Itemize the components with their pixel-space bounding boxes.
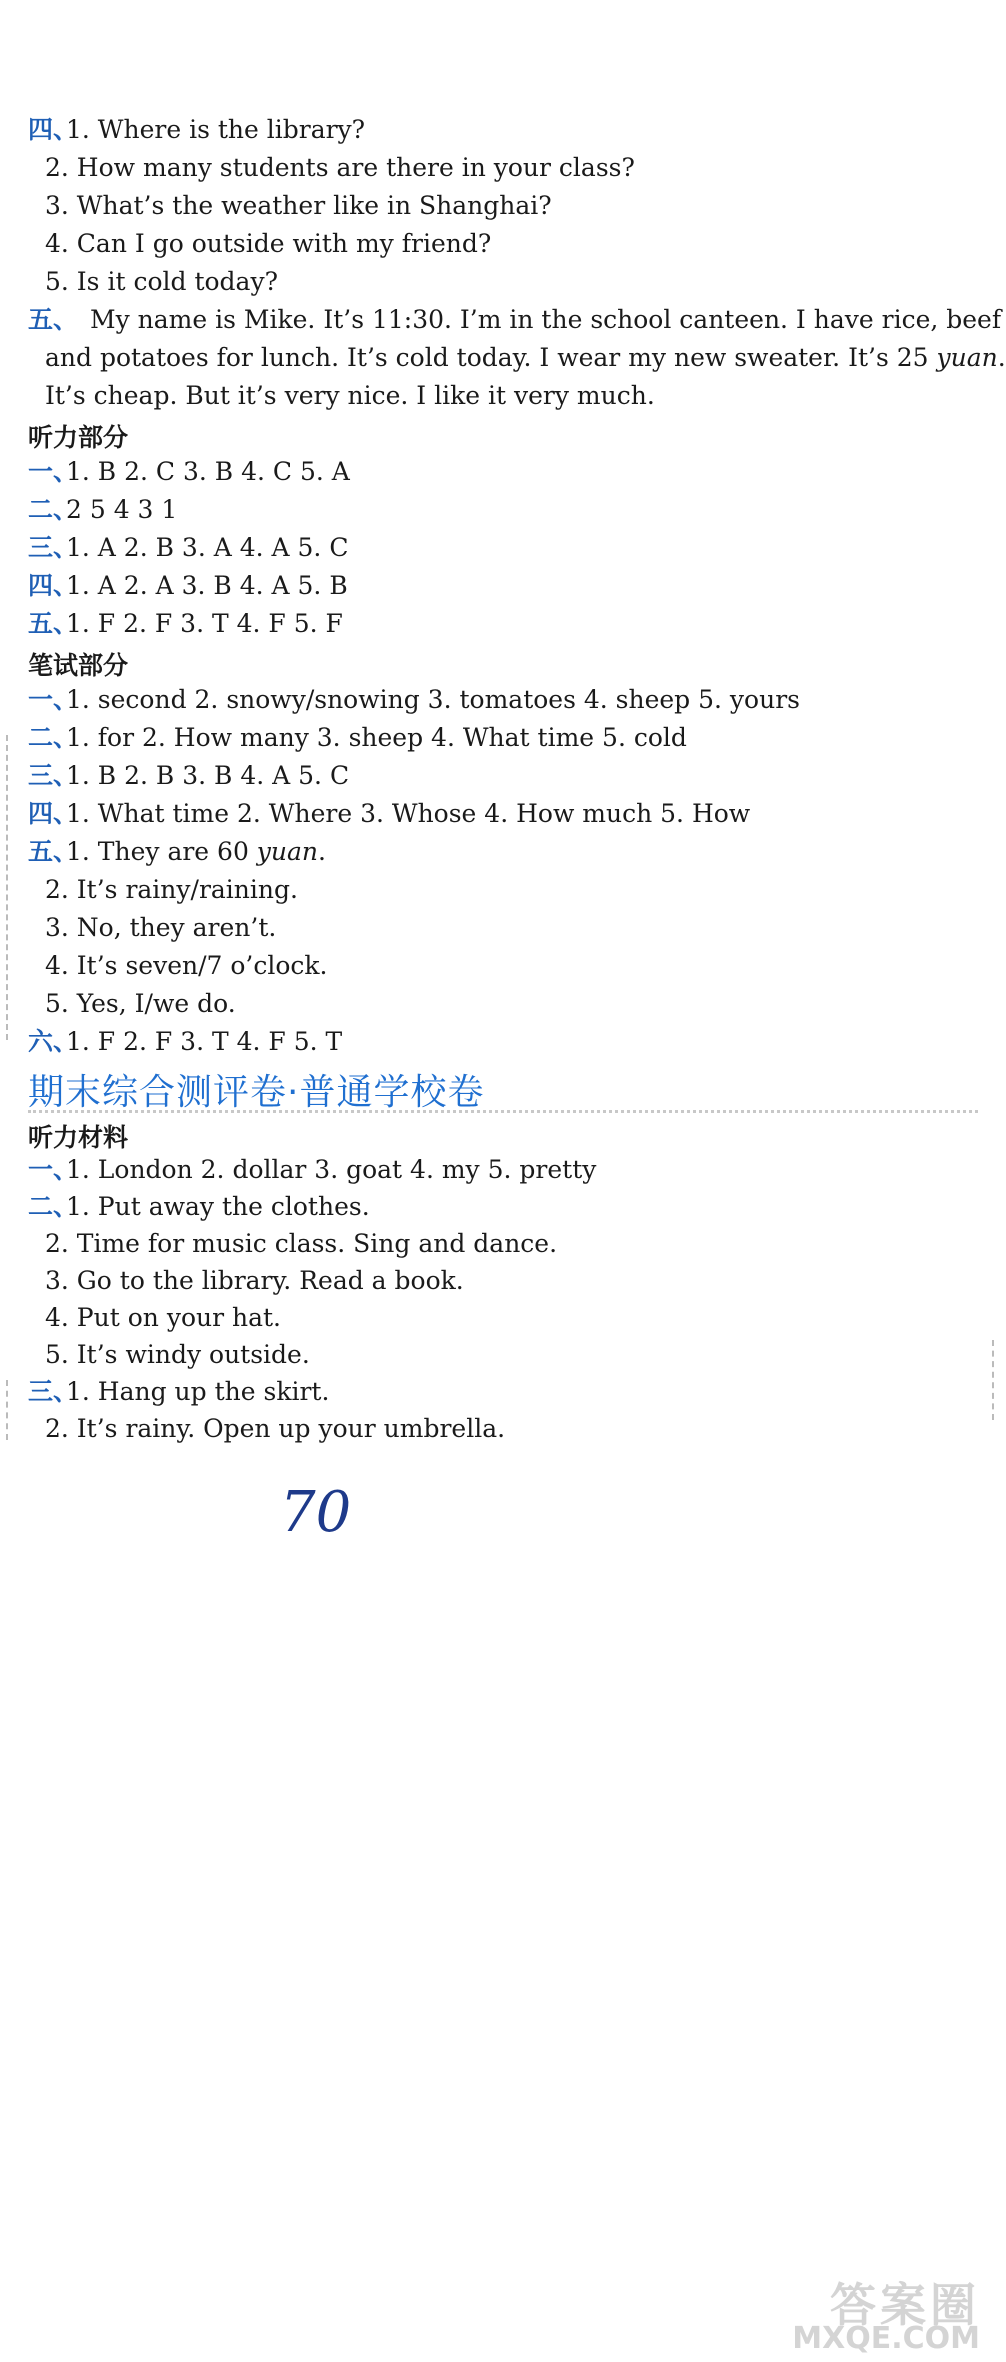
section-marker: 二、 xyxy=(28,1192,79,1221)
paragraph-text xyxy=(45,340,1006,376)
punctuation: . xyxy=(318,837,326,866)
section-marker: 四、 xyxy=(28,571,79,600)
answer-text: 1. A 2. A 3. B 4. A 5. B xyxy=(66,571,348,600)
answer-text: 1. What time 2. Where 3. Whose 4. How much 5. How xyxy=(66,799,751,828)
section-marker: 四、 xyxy=(28,799,79,828)
section-marker: 一、 xyxy=(28,685,79,714)
answer-text: 1. second 2. snowy/snowing 3. tomatoes 4. sheep 5. yours xyxy=(66,685,800,714)
answer-text: 5. Yes, I/we do. xyxy=(45,989,236,1018)
handwritten-page-number: 70 xyxy=(280,1480,352,1545)
answer-text: 1. Hang up the skirt. xyxy=(66,1377,330,1406)
section-marker: 六、 xyxy=(28,1027,79,1056)
section-marker: 三、 xyxy=(28,761,79,790)
listening-heading: 听力部分 xyxy=(28,423,129,452)
section-marker: 二、 xyxy=(28,723,79,752)
section-marker: 一、 xyxy=(28,457,79,486)
answer-text: 1. B 2. C 3. B 4. C 5. A xyxy=(66,457,350,486)
answer-text: 2 5 4 3 1 xyxy=(66,495,178,524)
section-marker: 一、 xyxy=(28,1155,79,1184)
binding-margin-dashes xyxy=(992,1340,994,1420)
currency-word: yuan xyxy=(936,343,998,372)
answer-text: 2. It’s rainy. Open up your umbrella. xyxy=(45,1414,506,1443)
section-marker: 三、 xyxy=(28,533,79,562)
watermark-title: 答案圈 xyxy=(830,2278,980,2332)
answer-text: 1. for 2. How many 3. sheep 4. What time 5. cold xyxy=(66,723,687,752)
section-marker: 三、 xyxy=(28,1377,79,1406)
section-marker: 二、 xyxy=(28,495,79,524)
q4-item-3: 3. What’s the weather like in Shanghai? xyxy=(45,191,552,220)
paragraph-text: My name is Mike. It’s 11:30. I’m in the school canteen. I have rice, beef xyxy=(90,305,1002,334)
currency-word: yuan xyxy=(256,837,319,866)
answer-text: 5. It’s windy outside. xyxy=(45,1340,310,1369)
answer-text-part: 1. They are 60 xyxy=(66,837,257,866)
answer-text xyxy=(66,834,326,870)
materials-heading: 听力材料 xyxy=(28,1123,129,1152)
answer-text: 4. Put on your hat. xyxy=(45,1303,281,1332)
watermark-url: MXQE.COM xyxy=(792,2321,980,2356)
paragraph-text-part: and potatoes for lunch. It’s cold today. I wear my new sweater. It’s 25 xyxy=(45,343,929,372)
banner-divider xyxy=(28,1110,978,1113)
paragraph-text: It’s cheap. But it’s very nice. I like it very much. xyxy=(45,381,655,410)
q4-item-2: 2. How many students are there in your class? xyxy=(45,153,635,182)
binding-margin-dashes xyxy=(6,1380,8,1440)
section-marker: 四、 xyxy=(28,115,79,144)
section-marker: 五、 xyxy=(28,609,79,638)
answer-text: 1. London 2. dollar 3. goat 4. my 5. pretty xyxy=(66,1155,597,1184)
answer-text: 1. Put away the clothes. xyxy=(66,1192,370,1221)
answer-text: 4. It’s seven/7 o’clock. xyxy=(45,951,328,980)
binding-margin-dashes xyxy=(6,735,8,1040)
q4-item-4: 4. Can I go outside with my friend? xyxy=(45,229,492,258)
written-heading: 笔试部分 xyxy=(28,651,129,680)
answer-text: 1. A 2. B 3. A 4. A 5. C xyxy=(66,533,349,562)
answer-text: 2. Time for music class. Sing and dance. xyxy=(45,1229,558,1258)
punctuation: . xyxy=(997,343,1006,372)
answer-text: 1. F 2. F 3. T 4. F 5. F xyxy=(66,609,343,638)
answer-text: 2. It’s rainy/raining. xyxy=(45,875,298,904)
answer-text: 1. F 2. F 3. T 4. F 5. T xyxy=(66,1027,343,1056)
section-marker: 五、 xyxy=(28,305,79,334)
section-marker: 五、 xyxy=(28,837,79,866)
exam-banner-title: 期末综合测评卷·普通学校卷 xyxy=(28,1072,485,1113)
site-watermark xyxy=(792,2278,980,2356)
q4-item-5: 5. Is it cold today? xyxy=(45,267,278,296)
answer-text: 3. No, they aren’t. xyxy=(45,913,277,942)
q4-item-1: 1. Where is the library? xyxy=(66,115,366,144)
answer-text: 3. Go to the library. Read a book. xyxy=(45,1266,464,1295)
answer-text: 1. B 2. B 3. B 4. A 5. C xyxy=(66,761,350,790)
